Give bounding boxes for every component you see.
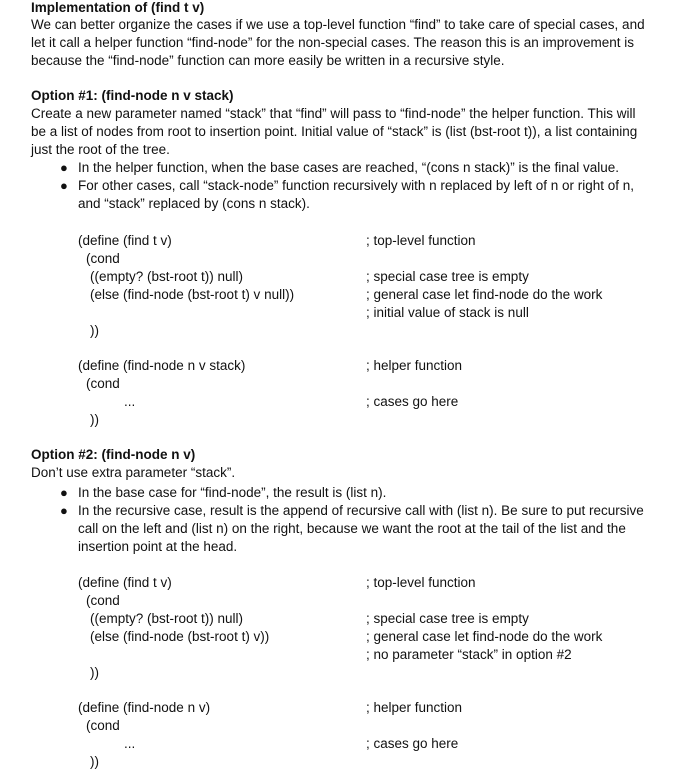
code-comment: ; general case let find-node do the work [366,287,603,302]
section-heading: Implementation of (find t v) [31,0,205,15]
bullet-marker: ● [60,503,68,518]
code-line: (define (find-node n v) [78,700,211,715]
code-comment: ; helper function [366,358,463,373]
code-comment: ; top-level function [366,575,476,590]
code-line: ((empty? (bst-root t)) null) [90,611,244,626]
code-line: )) [90,754,99,769]
code-comment: ; cases go here [366,394,459,409]
code-line: (define (find-node n v stack) [78,358,246,373]
intro-line: because the “find-node” function can more easily be written in a recursive style. [31,53,505,68]
code-line: ((empty? (bst-root t)) null) [90,269,244,284]
code-comment: ; special case tree is empty [366,611,529,626]
bullet-marker: ● [60,178,68,193]
intro-line: We can better organize the cases if we use a top-level function “find” to take care of special cases, and [31,17,645,32]
code-line: (cond [86,251,120,266]
bullet-marker: ● [60,485,68,500]
code-line: (define (find t v) [78,575,172,590]
code-comment: ; special case tree is empty [366,269,529,284]
bullet-text: and “stack” replaced by (cons n stack). [78,196,310,211]
bullet-text: For other cases, call “stack-node” function recursively with n replaced by left of n or right of n, [78,178,634,193]
option1-title: Option #1: (find-node n v stack) [31,88,234,103]
code-line: (cond [86,593,120,608]
option1-paragraph-line: Create a new parameter named “stack” that “find” will pass to “find-node” the helper function. This will [31,106,636,121]
code-line: (else (find-node (bst-root t) v null)) [90,287,295,302]
code-line: ... [124,736,136,751]
bullet-text: In the recursive case, result is the append of recursive call with (list n). Be sure to put recursive [78,503,644,518]
code-comment: ; general case let find-node do the work [366,629,603,644]
code-line: )) [90,412,99,427]
code-comment: ; top-level function [366,233,476,248]
option1-paragraph-line: just the root of the tree. [31,142,170,157]
code-comment: ; helper function [366,700,463,715]
option2-paragraph-line: Don’t use extra parameter “stack”. [31,465,236,480]
code-line: ... [124,394,136,409]
bullet-text: call on the left and (list n) on the right, because we want the root at the tail of the list and the [78,521,626,536]
option2-title: Option #2: (find-node n v) [31,447,196,462]
bullet-marker: ● [60,160,68,175]
code-line: (cond [86,376,120,391]
code-comment: ; cases go here [366,736,459,751]
bullet-text: In the helper function, when the base cases are reached, “(cons n stack)” is the final value. [78,160,620,175]
code-line: (cond [86,718,120,733]
code-line: (else (find-node (bst-root t) v)) [90,629,270,644]
bullet-text: insertion point at the head. [78,539,238,554]
code-line: )) [90,665,99,680]
option1-paragraph-line: be a list of nodes from root to insertion point. Initial value of “stack” is (list (bst-root t)), a list containing [31,124,638,139]
code-line: )) [90,323,99,338]
bullet-text: In the base case for “find-node”, the result is (list n). [78,485,387,500]
code-comment: ; initial value of stack is null [366,305,529,320]
code-comment: ; no parameter “stack” in option #2 [366,647,572,662]
intro-line: let it call a helper function “find-node” for the non-special cases. The reason this is an improvement is [31,35,635,50]
code-line: (define (find t v) [78,233,172,248]
